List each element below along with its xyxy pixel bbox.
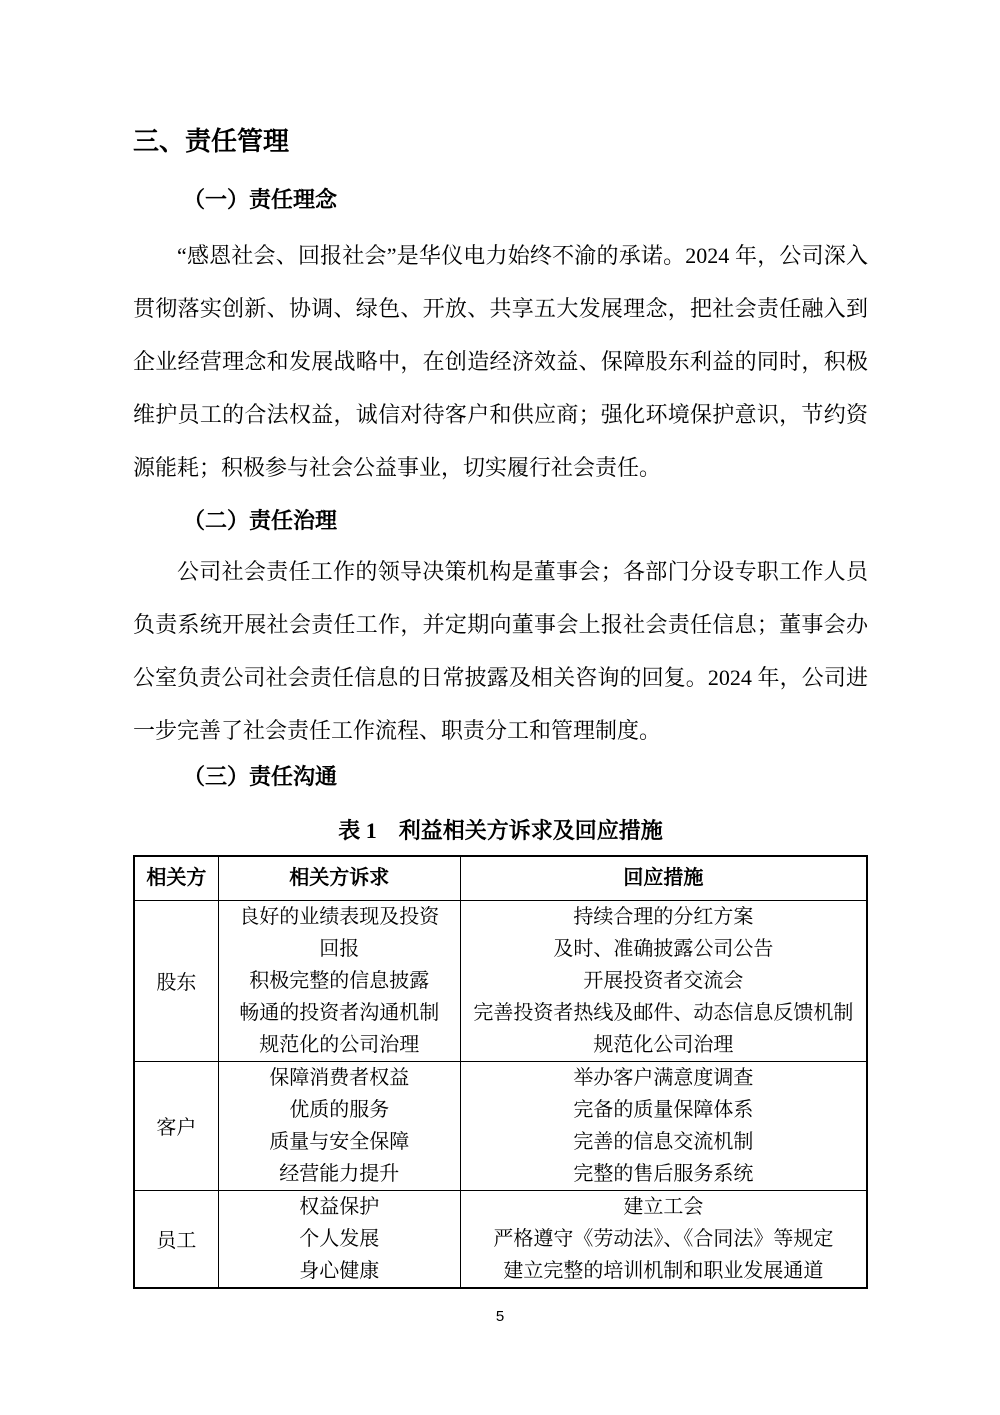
- cell-line: 完善投资者热线及邮件、动态信息反馈机制: [473, 1001, 854, 1024]
- stakeholder-table: [133, 855, 868, 1289]
- stakeholder-cell: 客户: [134, 1061, 218, 1190]
- cell-line: 开展投资者交流会: [583, 969, 744, 992]
- demands-cell: [218, 900, 460, 1061]
- header-cell-stakeholder: 相关方: [134, 856, 218, 900]
- cell-line: 持续合理的分红方案: [573, 905, 754, 928]
- demands-cell: [218, 1190, 460, 1288]
- cell-line: 举办客户满意度调查: [573, 1066, 754, 1089]
- cell-line: 及时、准确披露公司公告: [553, 937, 774, 960]
- stakeholder-cell: 股东: [134, 900, 218, 1061]
- cell-line: 完备的质量保障体系: [573, 1098, 754, 1121]
- cell-line: 建立工会: [623, 1195, 704, 1218]
- section-heading: 三、责任管理: [133, 127, 290, 156]
- cell-line: 畅通的投资者沟通机制: [239, 1001, 440, 1024]
- paragraph-responsibility-concept: “感恩社会、回报社会”是华仪电力始终不渝的承诺。2024 年，公司深入贯彻落实创新、协调、绿色、开放、共享五大发展理念，把社会责任融入到企业经营理念和发展战略中，在创造经济效益、保障股东利益的同时，积极维护员工的合法权益，诚信对待客户和供应商；强化环境保护意识，节约资源能耗；积极参与社会公益事业，切实履行社会责任。: [133, 243, 868, 480]
- cell-line: 身心健康: [299, 1259, 380, 1282]
- header-cell-responses: 回应措施: [460, 856, 867, 900]
- cell-line: 质量与安全保障: [269, 1130, 410, 1153]
- table-row: [134, 1190, 867, 1288]
- cell-line: 严格遵守《劳动法》、《合同法》等规定: [493, 1227, 834, 1250]
- responses-cell: [460, 900, 867, 1061]
- cell-line: 规范化的公司治理: [259, 1033, 420, 1056]
- subsection-heading-2: （二）责任治理: [183, 508, 338, 533]
- responses-cell: [460, 1190, 867, 1288]
- cell-line: 完善的信息交流机制: [573, 1130, 754, 1153]
- header-cell-demands: 相关方诉求: [218, 856, 460, 900]
- table-row: [134, 1061, 867, 1190]
- subsection-heading-1: （一）责任理念: [183, 187, 338, 212]
- responses-cell: [460, 1061, 867, 1190]
- cell-line: 积极完整的信息披露: [249, 969, 430, 992]
- table-row: [134, 900, 867, 1061]
- table-caption: 表 1 利益相关方诉求及回应措施: [338, 818, 663, 843]
- cell-line: 规范化公司治理: [593, 1033, 734, 1056]
- cell-line: 优质的服务: [289, 1098, 390, 1121]
- cell-line: 权益保护: [299, 1195, 380, 1218]
- table-header-row: [134, 856, 867, 900]
- cell-line: 良好的业绩表现及投资回报: [239, 905, 440, 960]
- cell-line: 个人发展: [299, 1227, 380, 1250]
- cell-line: 经营能力提升: [279, 1162, 400, 1185]
- subsection-heading-3: （三）责任沟通: [183, 764, 338, 789]
- stakeholder-cell: 员工: [134, 1190, 218, 1288]
- cell-line: 建立完整的培训机制和职业发展通道: [503, 1259, 824, 1282]
- paragraph-responsibility-governance: 公司社会责任工作的领导决策机构是董事会；各部门分设专职工作人员负责系统开展社会责任工作，并定期向董事会上报社会责任信息；董事会办公室负责公司社会责任信息的日常披露及相关咨询的回复。2024 年，公司进一步完善了社会责任工作流程、职责分工和管理制度。: [133, 559, 868, 743]
- cell-line: 完整的售后服务系统: [573, 1162, 754, 1185]
- demands-cell: [218, 1061, 460, 1190]
- page-number: 5: [495, 1308, 505, 1325]
- cell-line: 保障消费者权益: [269, 1066, 410, 1089]
